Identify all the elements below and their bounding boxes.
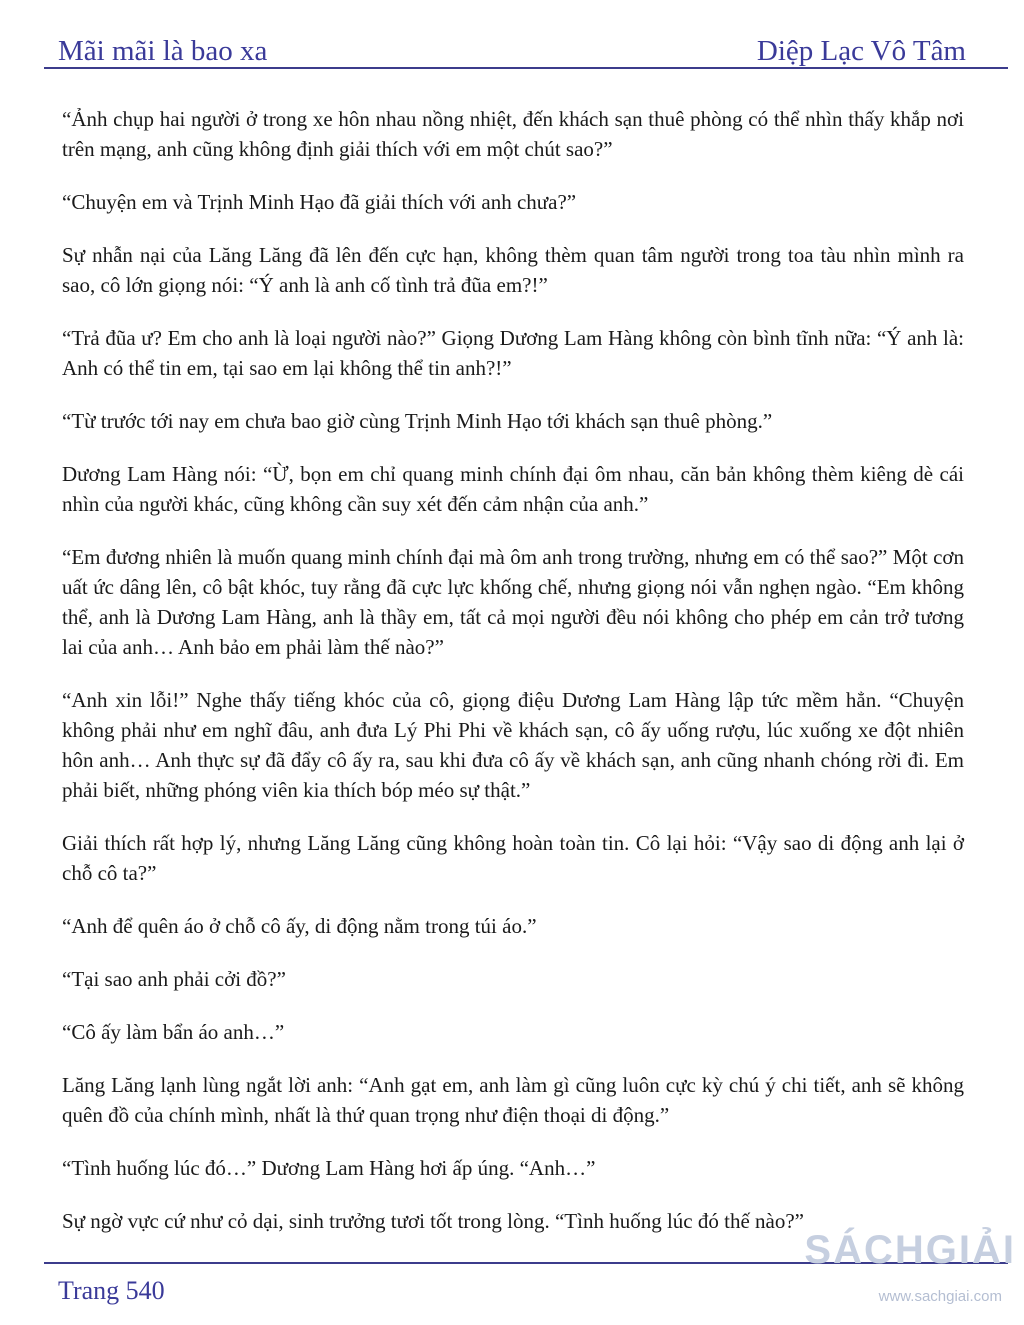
header-divider	[44, 67, 1008, 69]
paragraph: “Ảnh chụp hai người ở trong xe hôn nhau nồng nhiệt, đến khách sạn thuê phòng có thể nhìn thấy khắp nơi trên mạng, anh cũng không định giải thích với em một chút sao?”	[62, 107, 964, 161]
paragraph: “Chuyện em và Trịnh Minh Hạo đã giải thích với anh chưa?”	[62, 190, 577, 214]
watermark-url: www.sachgiai.com	[878, 1288, 1002, 1305]
watermark	[796, 1224, 1016, 1324]
paragraph: Giải thích rất hợp lý, nhưng Lăng Lăng cũng không hoàn toàn tin. Cô lại hỏi: “Vậy sao di động anh lại ở chỗ cô ta?”	[62, 831, 964, 885]
paragraph: Lăng Lăng lạnh lùng ngắt lời anh: “Anh gạt em, anh làm gì cũng luôn cực kỳ chú ý chi tiết, anh sẽ không quên đồ của chính mình, nhất là thứ quan trọng như điện thoại di động.”	[62, 1073, 964, 1127]
paragraph: “Từ trước tới nay em chưa bao giờ cùng Trịnh Minh Hạo tới khách sạn thuê phòng.”	[62, 409, 773, 433]
paragraph: “Em đương nhiên là muốn quang minh chính đại mà ôm anh trong trường, nhưng em có thể sao?” Một cơn uất ức dâng lên, cô bật khóc, tuy rằng đã cực lực khống chế, nhưng giọng nói vẫn nghẹn ngào. “Em không thể, anh là Dương Lam Hàng, anh là thầy em, tất cả mọi người đều nói không cho phép em cản trở tương lai của anh… Anh bảo em phải làm thế nào?”	[62, 545, 964, 659]
paragraph: “Trả đũa ư? Em cho anh là loại người nào?” Giọng Dương Lam Hàng không còn bình tĩnh nữa: “Ý anh là: Anh có thể tin em, tại sao em lại không thể tin anh?!”	[62, 326, 964, 380]
paragraph: “Tình huống lúc đó…” Dương Lam Hàng hơi ấp úng. “Anh…”	[62, 1156, 596, 1180]
watermark-logo: SÁCHGIẢI	[804, 1228, 1016, 1272]
page-body	[62, 104, 964, 1259]
paragraph: Dương Lam Hàng nói: “Ừ, bọn em chỉ quang minh chính đại ôm nhau, căn bản không thèm kiêng dè cái nhìn của người khác, cũng không cần suy xét đến cảm nhận của anh.”	[62, 462, 964, 516]
author-name: Diệp Lạc Vô Tâm	[756, 35, 966, 67]
paragraph: Sự ngờ vực cứ như cỏ dại, sinh trưởng tươi tốt trong lòng. “Tình huống lúc đó thế nào?”	[62, 1209, 804, 1233]
page-number: Trang 540	[58, 1276, 165, 1305]
paragraph: “Cô ấy làm bẩn áo anh…”	[62, 1020, 285, 1044]
book-title: Mãi mãi là bao xa	[58, 35, 268, 67]
paragraph: “Anh để quên áo ở chỗ cô ấy, di động nằm trong túi áo.”	[62, 914, 537, 938]
paragraph: “Anh xin lỗi!” Nghe thấy tiếng khóc của cô, giọng điệu Dương Lam Hàng lập tức mềm hẳn. “Chuyện không phải như em nghĩ đâu, anh đưa Lý Phi Phi về khách sạn, cô ấy uống rượu, lúc xuống xe đột nhiên hôn anh… Anh thực sự đã đẩy cô ấy ra, sau khi đưa cô ấy về khách sạn, anh cũng nhanh chóng rời đi. Em phải biết, những phóng viên kia thích bóp méo sự thật.”	[62, 688, 964, 802]
page-header	[58, 22, 966, 66]
paragraph: Sự nhẫn nại của Lăng Lăng đã lên đến cực hạn, không thèm quan tâm người trong toa tàu nhìn mình ra sao, cô lớn giọng nói: “Ý anh là anh cố tình trả đũa em?!”	[62, 243, 964, 297]
paragraph: “Tại sao anh phải cởi đồ?”	[62, 967, 286, 991]
